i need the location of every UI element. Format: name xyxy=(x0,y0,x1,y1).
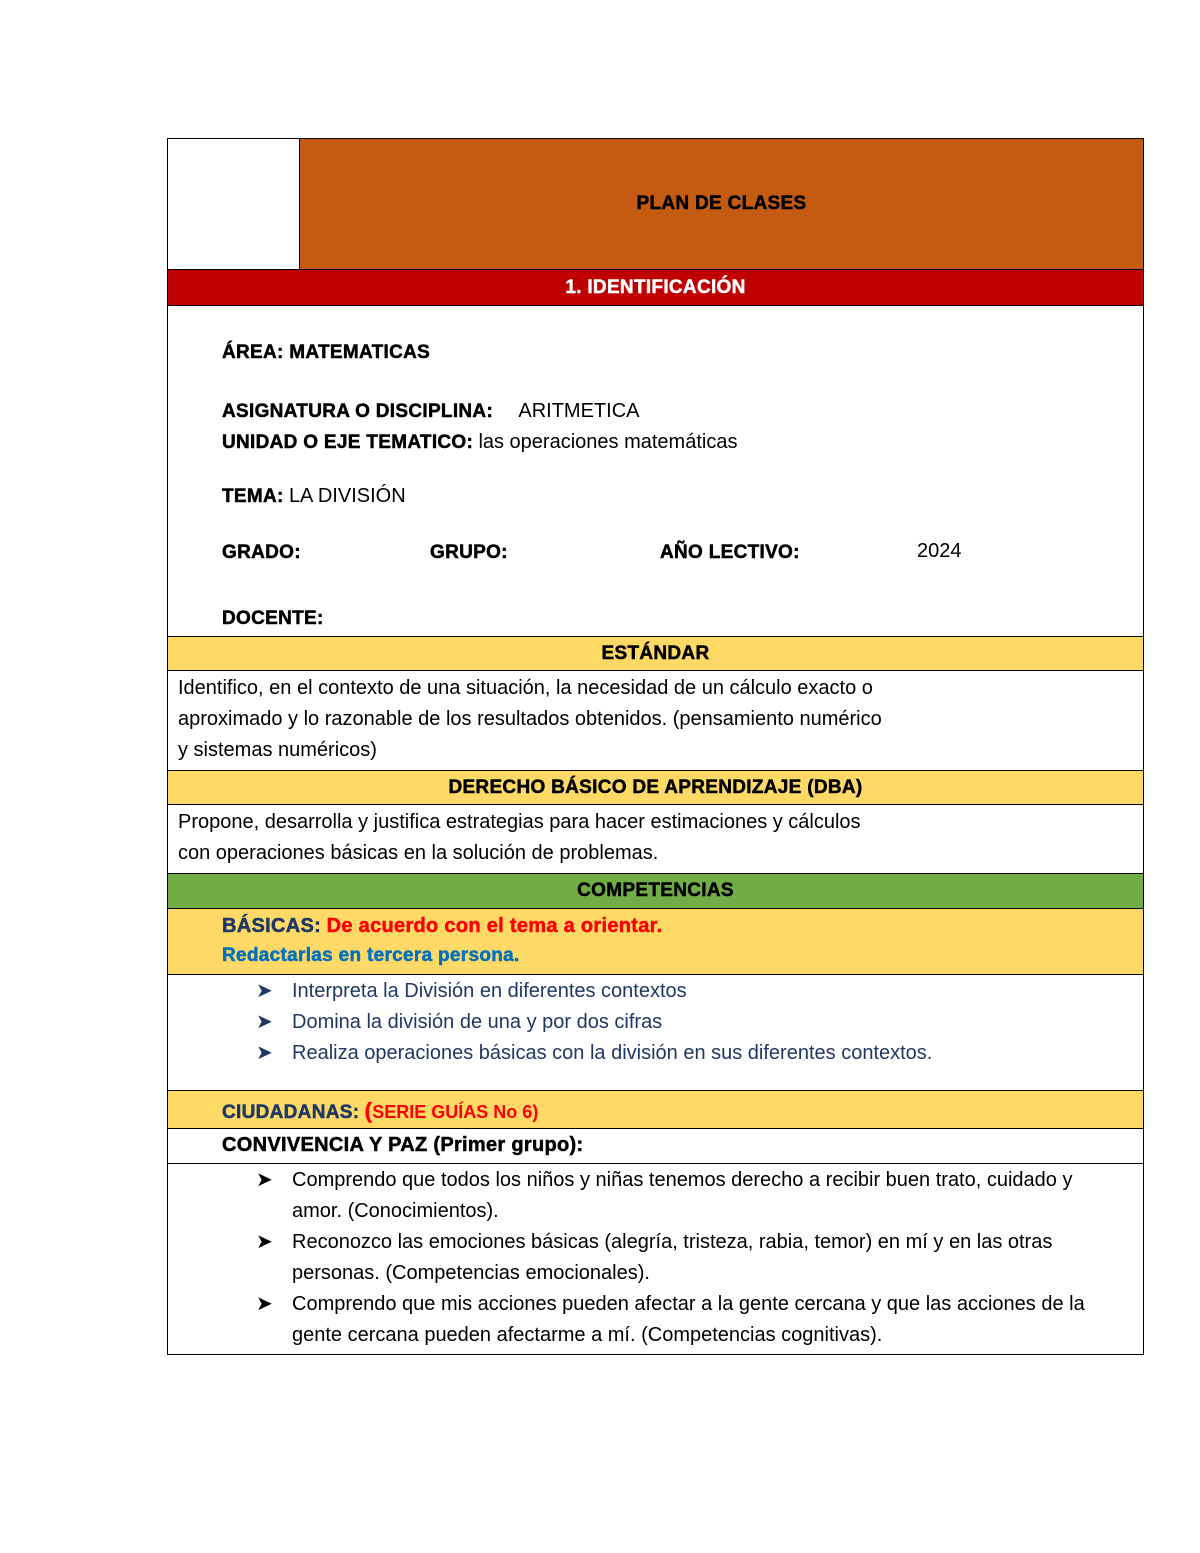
area-field: ÁREA: MATEMATICAS xyxy=(222,342,431,363)
basicas-header xyxy=(167,909,1144,975)
dba-line: con operaciones básicas en la solución de problemas. xyxy=(178,842,659,864)
arrow-bullet-icon: ➤ xyxy=(256,980,273,1002)
tema-value: LA DIVISIÓN xyxy=(288,485,406,507)
dba-text xyxy=(167,805,1144,874)
basicas-list-cell xyxy=(167,975,1144,1091)
list-item: ➤ Domina la división de una y por dos cifras xyxy=(168,1007,1143,1038)
ciudadanas-paren: ( xyxy=(364,1098,373,1123)
convivencia-label: CONVIVENCIA Y PAZ (Primer grupo): xyxy=(222,1134,584,1156)
docente-label: DOCENTE: xyxy=(222,608,324,629)
identificacion-heading: 1. IDENTIFICACIÓN xyxy=(167,270,1144,306)
estandar-heading: ESTÁNDAR xyxy=(167,637,1144,671)
convivencia-list xyxy=(168,1165,1143,1351)
unidad-field xyxy=(222,431,737,454)
lesson-plan-document xyxy=(167,138,1144,1355)
ciudadanas-label: CIUDADANAS: xyxy=(222,1102,360,1123)
grado-label: GRADO: xyxy=(222,542,301,563)
estandar-text xyxy=(167,671,1144,771)
arrow-bullet-icon: ➤ xyxy=(256,1169,273,1191)
dba-line: Propone, desarrolla y justifica estrategias para hacer estimaciones y cálculos xyxy=(178,811,861,833)
list-item: ➤ Reconozco las emociones básicas (alegría, tristeza, rabia, temor) en mí y en las otras personas. (Competencias emocionales). xyxy=(168,1227,1143,1289)
competencias-heading: COMPETENCIAS xyxy=(167,874,1144,909)
basicas-list xyxy=(168,976,1143,1069)
convivencia-list-cell xyxy=(167,1164,1144,1355)
grupo-label: GRUPO: xyxy=(430,542,508,563)
estandar-line: y sistemas numéricos) xyxy=(178,739,377,761)
arrow-bullet-icon: ➤ xyxy=(256,1231,273,1253)
asignatura-value: ARITMETICA xyxy=(518,400,640,422)
basicas-note: De acuerdo con el tema a orientar. xyxy=(326,915,663,937)
list-item: ➤ Interpreta la División en diferentes contextos xyxy=(168,976,1143,1007)
list-item: ➤ Comprendo que todos los niños y niñas tenemos derecho a recibir buen trato, cuidado y amor. (Conocimientos). xyxy=(168,1165,1143,1227)
unidad-value: las operaciones matemáticas xyxy=(478,431,738,453)
convivencia-header xyxy=(167,1129,1144,1164)
header-row xyxy=(167,138,1144,270)
list-item: ➤ Realiza operaciones básicas con la división en sus diferentes contextos. xyxy=(168,1038,1143,1069)
tema-field xyxy=(222,485,406,508)
unidad-label: UNIDAD O EJE TEMATICO: xyxy=(222,432,474,453)
basicas-line xyxy=(222,915,663,938)
list-item: ➤ Comprendo que mis acciones pueden afectar a la gente cercana y que las acciones de la gente cercana pueden afectarme a mí. (Competencias cognitivas). xyxy=(168,1289,1143,1351)
logo-placeholder xyxy=(168,139,300,269)
ciudadanas-note: SERIE GUÍAS No 6) xyxy=(372,1102,539,1122)
arrow-bullet-icon: ➤ xyxy=(256,1011,273,1033)
ciudadanas-line xyxy=(222,1098,538,1124)
asignatura-field xyxy=(222,400,640,423)
arrow-bullet-icon: ➤ xyxy=(256,1042,273,1064)
identificacion-block xyxy=(167,306,1144,637)
estandar-line: Identifico, en el contexto de una situación, la necesidad de un cálculo exacto o xyxy=(178,677,873,699)
page-title: PLAN DE CLASES xyxy=(300,139,1143,269)
dba-heading: DERECHO BÁSICO DE APRENDIZAJE (DBA) xyxy=(167,771,1144,805)
basicas-note2: Redactarlas en tercera persona. xyxy=(222,945,520,966)
anio-label: AÑO LECTIVO: xyxy=(660,542,800,563)
asignatura-label: ASIGNATURA O DISCIPLINA: xyxy=(222,401,494,422)
anio-value: 2024 xyxy=(917,540,962,562)
ciudadanas-header xyxy=(167,1091,1144,1129)
arrow-bullet-icon: ➤ xyxy=(256,1293,273,1315)
estandar-line: aproximado y lo razonable de los resultados obtenidos. (pensamiento numérico xyxy=(178,708,882,730)
basicas-label: BÁSICAS: xyxy=(222,915,322,937)
tema-label: TEMA: xyxy=(222,486,284,507)
